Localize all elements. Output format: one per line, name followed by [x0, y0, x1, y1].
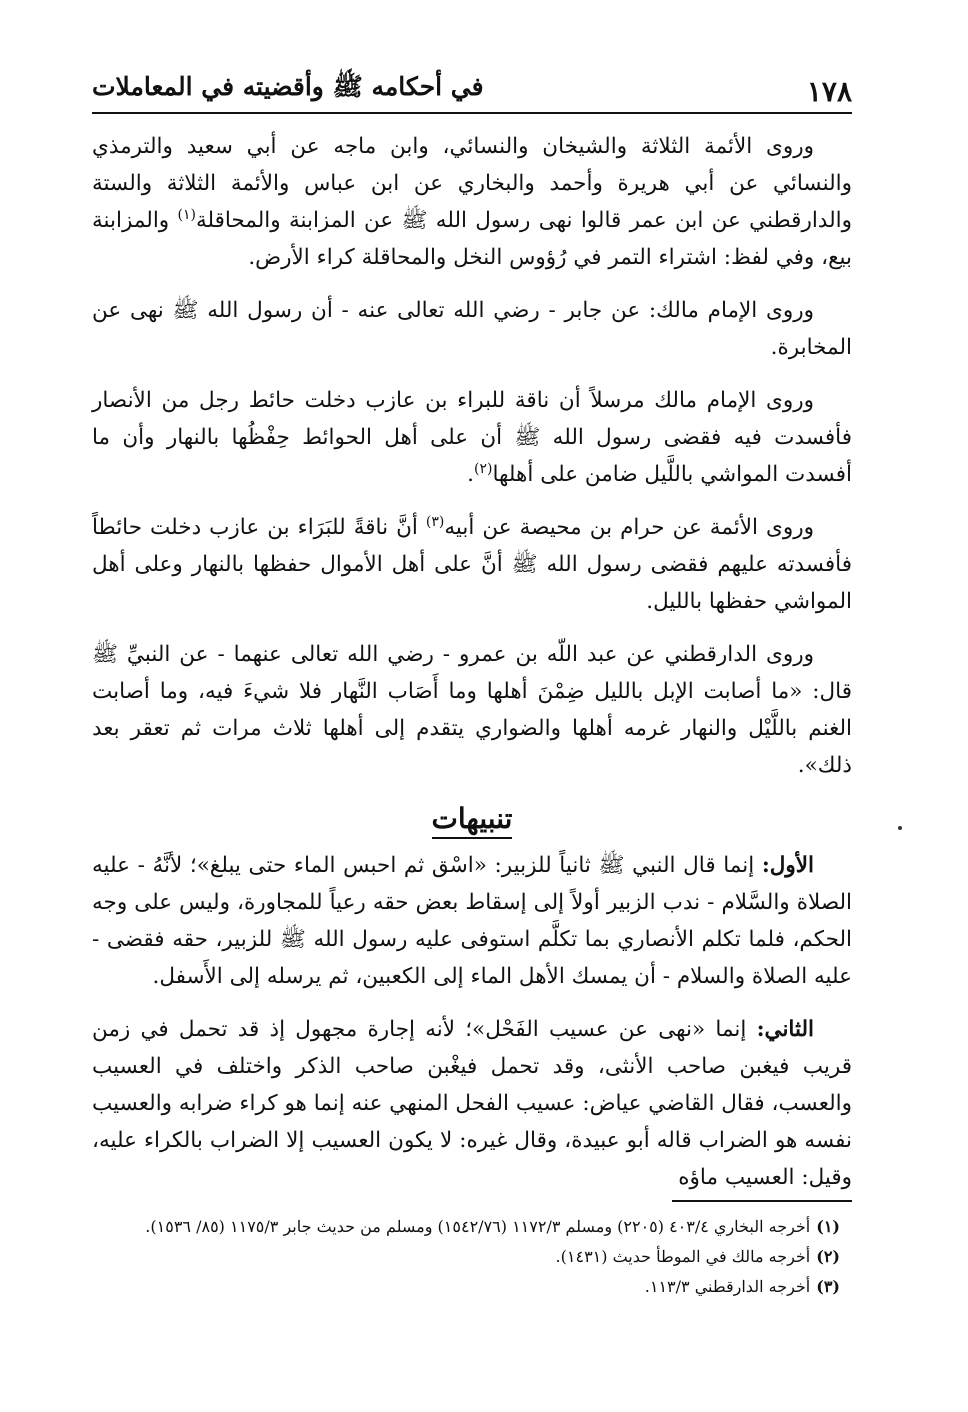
- footnote-number: (٢): [816, 1247, 840, 1266]
- scan-speck: [898, 826, 902, 830]
- section-heading-text: تنبيهات: [432, 802, 513, 839]
- footnotes: [100, 1214, 840, 1304]
- paragraph-text: .: [467, 462, 474, 487]
- footnote-number: (٣): [816, 1277, 840, 1296]
- note-second: [92, 1011, 852, 1196]
- paragraph-mukhabara: وروى الإمام مالك: عن جابر - رضي الله تعالى عنه - أن رسول الله ﷺ نهى عن المخابرة.: [92, 298, 852, 360]
- footnote-divider: [672, 1200, 852, 1202]
- footnote-ref-2: (٢): [474, 460, 493, 477]
- note-text: إنما قال النبي ﷺ ثانياً للزبير: «اسْق ثم احبس الماء حتى يبلغ»؛ لأنَّهُ - عليه الصلاة والسَّلام - ندب الزبير أولاً إلى إسقاط بعض حقه رعياً للمجاورة، وليس على وجه الحكم، فلما تكلم الأنصاري بما تكلَّم استوفى عليه رسول الله ﷺ للزبير، حقه فقضى - عليه الصلاة والسلام - أن يمسك الأهل الماء إلى الكعبين، ثم يرسله إلى الأَسفل.: [92, 853, 852, 989]
- page-number: ١٧٨: [806, 75, 852, 108]
- paragraph-malik-mursal: [92, 382, 852, 493]
- paragraph-text: أنَّ ناقةً للبَرَاء بن عازب دخلت حائطاً فأفسدته عليهم فقضى رسول الله ﷺ أنَّ على أهل الأموال حفظها بالنهار وعلى أهل المواشي حفظها بالليل.: [92, 515, 852, 614]
- footnote-2: [100, 1244, 840, 1270]
- footnote-number: (١): [816, 1217, 840, 1236]
- paragraph-daraqutni: وروى الدارقطني عن عبد اللّه بن عمرو - رضي الله تعالى عنهما - عن النبيِّ ﷺ قال: «ما أصابت الإبل بالليل ضِمْنَ أهلها وما أَصَاب النَّهار فلا شيءَ فيه، وما أصابت الغنم باللَّيْل والنهار غرمه أهلها والضواري يتقدم إلى أهلها ثلاث مرات ثم تعقر بعد ذلك».: [92, 642, 852, 778]
- footnote-text: أخرجه مالك في الموطأ حديث (١٤٣١).: [555, 1247, 811, 1266]
- paragraph-text: وروى الأئمة الثلاثة والشيخان والنسائي، وابن ماجه عن أبي سعيد والترمذي والنسائي عن أبي هريرة وأحمد والبخاري عن ابن عباس والأئمة الثلاثة والستة والدارقطني عن ابن عمر قالوا نهى رسول الله ﷺ عن المزابنة والمحاقلة: [92, 134, 852, 233]
- footnote-text: أخرجه الدارقطني ١١٣/٣.: [644, 1277, 811, 1296]
- footnote-3: [100, 1274, 840, 1300]
- page-header: [92, 62, 852, 114]
- paragraph-text: والمزابنة بيع، وفي لفظ: اشتراء التمر في رُؤوس النخل والمحاقلة كراء الأرض.: [92, 208, 852, 270]
- paragraph-muzabana: [92, 128, 852, 276]
- running-title: في أحكامه ﷺ وأقضيته في المعاملات: [92, 72, 484, 101]
- footnote-text: أخرجه البخاري ٤٠٣/٤ (٢٢٠٥) ومسلم ١١٧٢/٣ (١٥٤٢/٧٦) ومسلم من حديث جابر ١١٧٥/٣ (٨٥/ ١٥٣٦).: [145, 1217, 811, 1236]
- footnote-ref-1: (١): [177, 206, 196, 223]
- paragraph-text: وروى الإمام مالك مرسلاً أن ناقة للبراء بن عازب دخلت حائط رجل من الأنصار فأفسدت فيه فقضى رسول الله ﷺ أن على أهل الحوائط حِفْظُها بالنهار وأن ما أفسدت المواشي باللَّيل ضامن على أهلها: [92, 388, 852, 487]
- note-lead-first: الأول:: [761, 853, 814, 878]
- footnote-1: [100, 1214, 840, 1240]
- note-text: إنما «نهى عن عسيب الفَحْل»؛ لأنه إجارة مجهول إذ قد تحمل في زمن قريب فيغبن صاحب الأنثى، وقد تحمل فيغْبن صاحب الذكر واختلف في العسيب والعسب، فقال القاضي عياض: عسيب الفحل المنهي عنه إنما هو كراء ضرابه والعسيب نفسه هو الضراب قاله أبو عبيدة، وقال غيره: لا يكون العسيب إلا الضراب بالكراء عليه، وقيل: العسيب ماؤه: [92, 1017, 852, 1190]
- paragraph-text: وروى الأئمة عن حرام بن محيصة عن أبيه: [444, 515, 814, 540]
- footnote-ref-3: (٣): [425, 513, 445, 530]
- paragraph-haram-ibn-muhaysa: [92, 509, 852, 620]
- note-lead-second: الثاني:: [756, 1017, 814, 1042]
- section-heading: [92, 800, 852, 837]
- main-text: [92, 128, 852, 1212]
- note-first: [92, 847, 852, 995]
